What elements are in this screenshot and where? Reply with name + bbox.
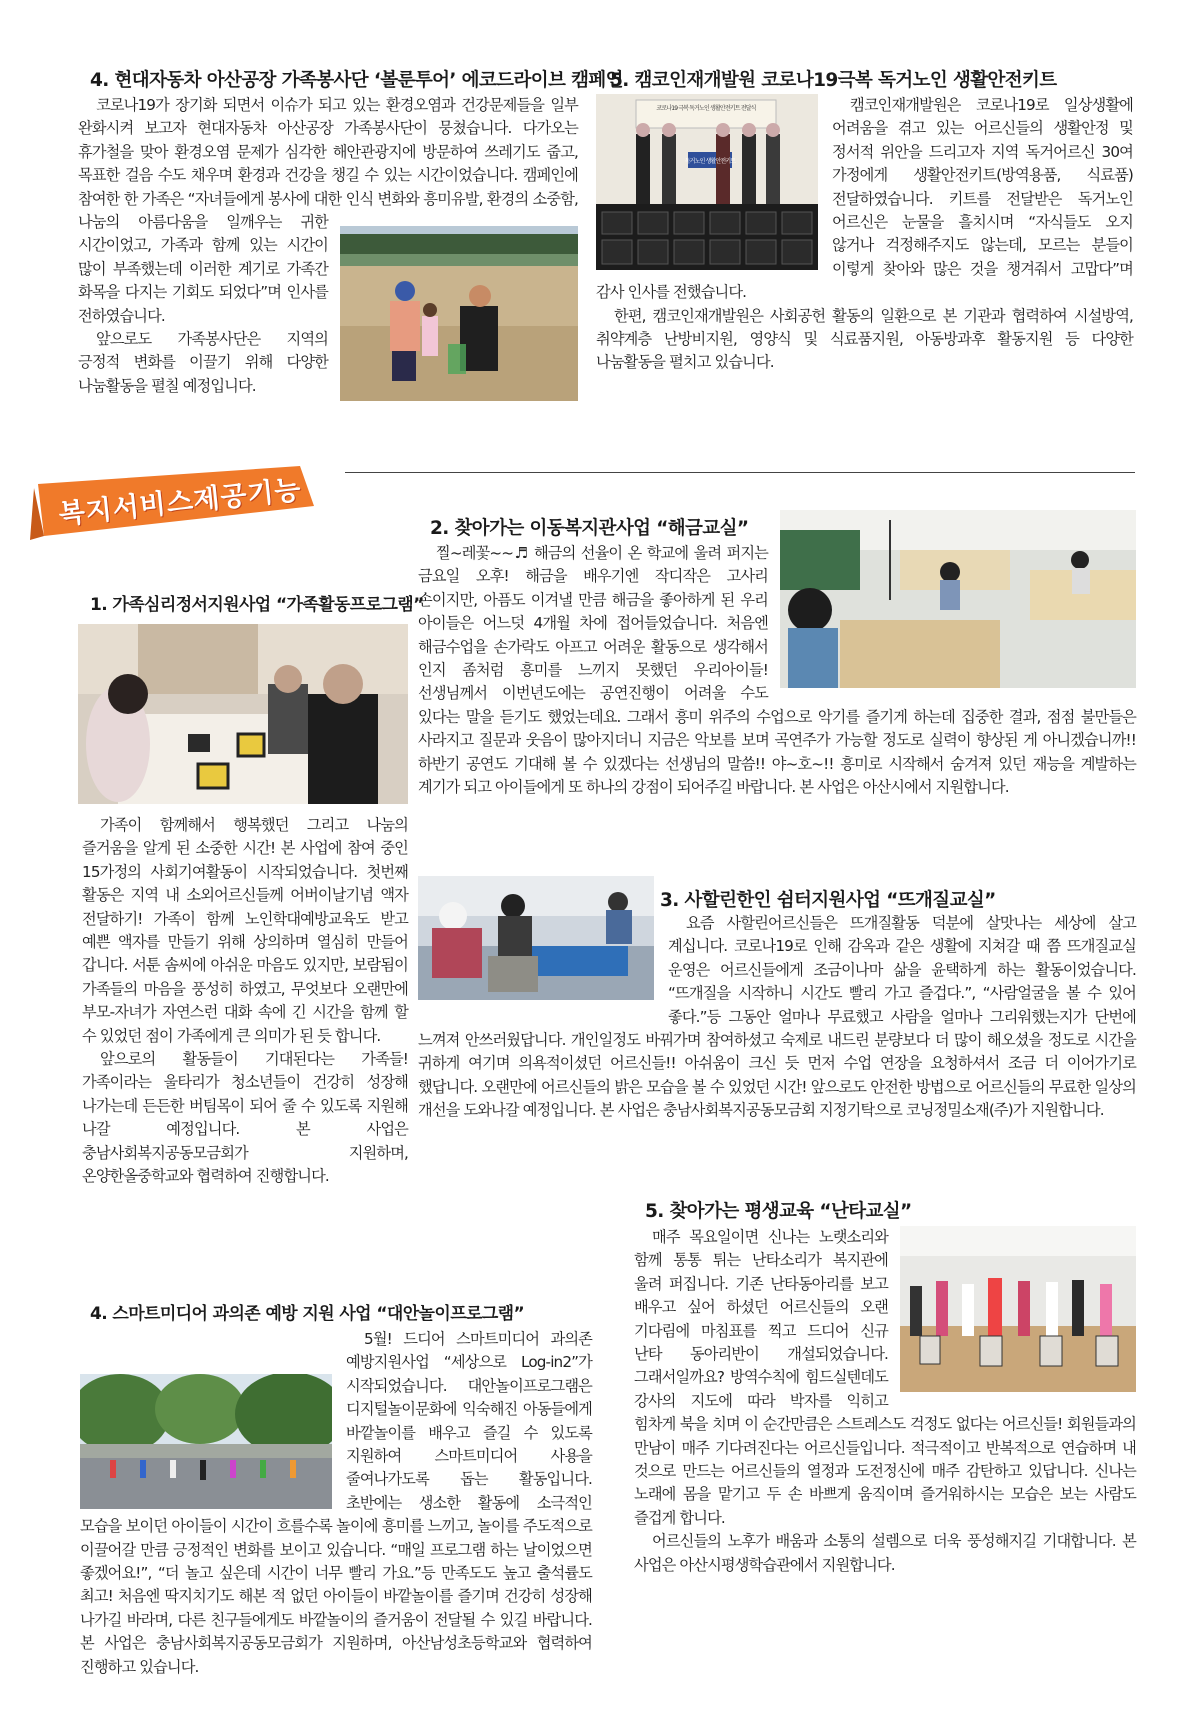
section-divider [345, 472, 1135, 473]
article-body [634, 1226, 1136, 1696]
article-body [418, 542, 1136, 830]
photo-sign-text: 독거노인 생활안전키트 [684, 158, 736, 165]
article-title: 3. 사할린한인 쉼터지원사업 “뜨개질교실” [640, 880, 1060, 920]
article-body [596, 94, 1133, 424]
article-title: 5. 캠코인재개발원 코로나19극복 독거노인 생활안전키트 [590, 60, 1135, 100]
paragraph: 어르신들의 노후가 배움과 소통의 설렘으로 더욱 풍성해지길 기대합니다. 본 사업은 아산시평생학습관에서 지원합니다. [634, 1532, 1136, 1574]
paragraph: 한편, 캠코인재개발원은 사회공헌 활동의 일환으로 본 기관과 협력하여 시설방역, 취약계층 난방비지원, 영양식 및 식료품지원, 아동방과후 활동지원 등 다양한 나눔활동을 펼치고 있습니다. [596, 306, 1133, 372]
paragraph: 가족이 함께해서 행복했던 그리고 나눔의 즐거움을 알게 된 소중한 시간! 본 사업에 참여 중인 15가정의 사회기여활동이 시작되었습니다. 첫번째 활동은 지역 내 소외어르신들께 어버이날기념 액자 전달하기! 가족이 함께 노인학대예방교육도 받고 예쁜 액자를 만들기 위해 상의하며 열심히 만들어 갑니다. 서툰 솜씨에 아쉬운 마음도 있지만, 보람됨이 가족들의 마음을 풍성히 하였고, 무엇보다 오랜만에 부모-자녀가 자연스런 대화 속에 긴 시간을 함께 할 수 있었던 점이 가족에게 큰 의미가 된 듯 합니다. [82, 816, 408, 1045]
section-banner [30, 462, 315, 542]
article-body [82, 814, 408, 1254]
photo-family-craft [78, 624, 408, 804]
photo-beach-cleanup [340, 226, 578, 401]
paragraph: 매주 목요일이면 신나는 노랫소리와 함께 통통 튀는 난타소리가 복지관에 울려 퍼집니다. 기존 난타동아리를 보고 배우고 싶어 하셨던 어르신들의 오랜 기다림에 마침표를 찍고 드디어 신규 난타 동아리반이 개설되었습니다. 그래서일까요? 방역수칙에 힘드실텐데도 강사의 지도에 따라 박자를 익히고 힘차게 북을 치며 이 순간만큼은 스트레스도 걱정도 없다는 어르신들! 회원들과의 만남이 매주 기다려진다는 어르신들입니다. 적극적이고 반복적으로 연습하며 내 것으로 만드는 어르신들의 열정과 도전정신에 매주 감탄하고 있답니다. 신나는 노래에 몸을 맡기고 두 손 바쁘게 움직이며 즐거워하시는 모습은 보는 사람도 즐겁게 합니다. [634, 1228, 1136, 1527]
article-title: 2. 찾아가는 이동복지관사업 “해금교실” [410, 508, 780, 548]
photo-knitting-class [418, 876, 654, 1000]
photo-banner-text: 코로나19 극복 독거노인 생활안전키트 전달식 [656, 105, 756, 112]
article-body [80, 1328, 592, 1698]
article-title: 5. 찾아가는 평생교육 “난타교실” [625, 1191, 965, 1231]
article-title: 4. 현대자동차 아산공장 가족봉사단 ‘볼룬투어’ 에코드라이브 캠페인 [70, 60, 580, 100]
photo-kit-donation [596, 94, 818, 270]
paragraph: 캠코인재개발원은 코로나19로 일상생활에 어려움을 겪고 있는 어르신들의 생활안정 및 정서적 위안을 드리고자 지역 독거어르신 30여 가정에게 생활안전키트(방역용품, 식료품) 전달하였습니다. 키트를 전달받은 독거노인 어르신은 눈물을 흘치시며 “자식들도 오지 않거나 걱정해주지도 않는데, 모르는 분들이 이렇게 찾아와 많은 것을 챙겨줘서 고맙다”며 감사 인사를 전했습니다. [596, 96, 1133, 302]
article-title: 1. 가족심리정서지원사업 “가족활동프로그램” [70, 584, 415, 623]
section-banner-text: 복지서비스제공기능 [57, 474, 304, 531]
article-body [78, 94, 578, 424]
paragraph: 앞으로도 가족봉사단은 지역의 긍정적 변화를 이끌기 위해 다양한 나눔활동을 펼칠 예정입니다. [78, 330, 328, 395]
paragraph: 5월! 드디어 스마트미디어 과의존 예방지원사업 “세상으로 Log-in2”가 시작되었습니다. 대안놀이프로그램은 디지털놀이문화에 익숙해진 아동들에게 바깥놀이를 배우고 즐길 수 있도록 지원하여 스마트미디어 사용을 줄여나가도록 돕는 활동입니다. 초반에는 생소한 활동에 소극적인 모습을 보이던 아이들이 시간이 흐를수록 놀이에 흥미를 느끼고, 놀이를 주도적으로 이끌어갈 만큼 긍정적인 변화를 보이고 있습니다. “매일 프로그램 하는 날이었으면 좋겠어요!”, “더 놀고 싶은데 시간이 너무 빨리 가요.”등 만족도도 높고 출석률도 최고! 처음엔 딱지치기도 해본 적 없던 아이들이 바깥놀이를 즐기며 건강히 성장해 나가길 바라며, 다른 친구들에게도 바깥놀이의 즐거움이 전달될 수 있길 바랍니다. 본 사업은 충남사회복지공동모금회가 지원하며, 아산남성초등학교와 협력하여 진행하고 있습니다. [80, 1330, 592, 1676]
photo-haegeum-class [780, 510, 1136, 688]
paragraph: 요즘 사할린어르신들은 뜨개질활동 덕분에 살맛나는 세상에 살고 계십니다. 코로나19로 인해 감옥과 같은 생활에 지쳐갈 때 쯤 뜨개질교실 운영은 어르신들에게 조금이나마 삶을 윤택하게 하는 활동이었습니다. “뜨개질을 시작하니 시간도 빨리 가고 즐겁다.”, “사람얼굴을 볼 수 있어 좋다.”등 그동안 얼마나 무료했고 사람을 얼마나 그리워했는지가 단번에 느껴져 안쓰러웠답니다. 개인일정도 바꿔가며 참여하셨고 숙제로 내드린 분량보다 더 많이 해오셨을 정도로 시간을 귀하게 여기며 의욕적이셨던 어르신들!! 아쉬움이 크신 듯 먼저 수업 연장을 요청하셔서 조금 더 이어가기로 했답니다. 오랜만에 어르신들의 밝은 모습을 볼 수 있었던 시간! 앞으로도 안전한 방법으로 어르신들의 무료한 일상의 개선을 도와나갈 예정입니다. 본 사업은 충남사회복지공동모금회 지정기탁으로 코닝정밀소재(주)가 지원합니다. [418, 914, 1136, 1120]
article-title: 4. 스마트미디어 과의존 예방 지원 사업 “대안놀이프로그램” [70, 1293, 590, 1332]
paragraph: 코로나19가 장기화 되면서 이슈가 되고 있는 환경오염과 건강문제들을 일부 완화시켜 보고자 현대자동차 아산공장 가족봉사단이 뭉쳤습니다. 다가오는 휴가철을 맞아 환경오염 문제가 심각한 해안관광지에 방문하여 쓰레기도 줍고, 목표한 걸음 수도 채우며 환경과 건강을 챙길 수 있는 시간이었습니다. 캠페인에 참여한 한 가족은 “자녀들에게 봉사에 대한 인식 변화와 흥미유발, 환경의 소중함, 나눔의 아름다움을 일깨우는 귀한 시간이었고, 가족과 함께 있는 시간이 많이 부족했는데 이러한 계기로 가족간 화목을 다지는 기회도 되었다”며 인사를 전하였습니다. [78, 96, 578, 325]
paragraph: 찔~레꽃~~♬ 해금의 선율이 온 학교에 울려 퍼지는 금요일 오후! 해금을 배우기엔 작디작은 고사리 손이지만, 아픔도 이겨낼 만큼 해금을 좋아하게 된 우리 아이들은 어느덧 4개월 차에 접어들었습니다. 처음엔 해금수업을 손가락도 아프고 어려운 활동으로 생각해서 인지 좀처럼 흥미를 느끼지 못했던 우리아이들! 선생님께서 이번년도에는 공연진행이 어려울 수도 있다는 말을 듣기도 했었는데요. 그래서 흥미 위주의 수업으로 악기를 즐기게 하는데 집중한 결과, 점점 불만들은 사라지고 질문과 웃음이 많아지더니 지금은 악보를 보며 곡연주가 가능할 정도로 실력이 향상된 게 아니겠습니까!! 하반기 공연도 기대해 볼 수 있겠다는 선생님의 말씀!! 야~호~!! 흥미로 시작해서 숨겨져 있던 재능을 계발하는 계기가 되고 아이들에게 또 하나의 강점이 되어주길 바랍니다. 본 사업은 아산시에서 지원합니다. [418, 544, 1136, 797]
photo-outdoor-play [80, 1374, 332, 1509]
paragraph: 앞으로의 활동들이 기대된다는 가족들! 가족이라는 울타리가 청소년들이 건강히 성장해 나가는데 든든한 버팀목이 되어 줄 수 있도록 지원해 나갈 예정입니다. 본 사업은 충남사회복지공동모금회가 지원하며, 온양한올중학교와 협력하여 진행합니다. [82, 1050, 408, 1186]
photo-nanta-class [900, 1226, 1136, 1392]
